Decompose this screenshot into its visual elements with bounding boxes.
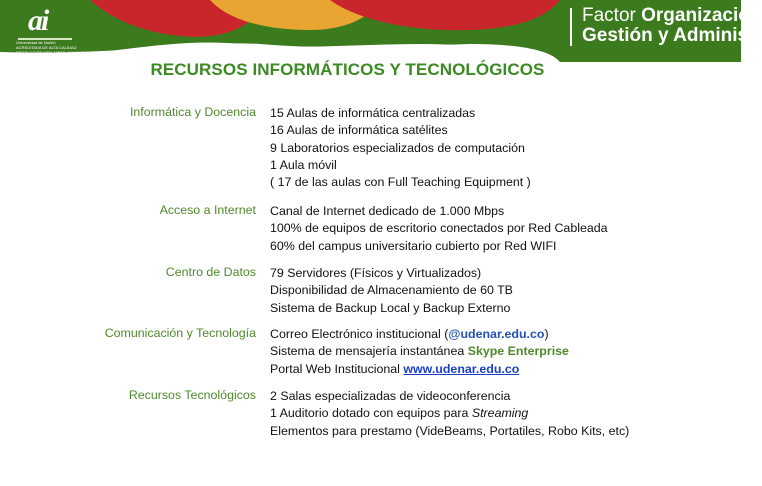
section-lines xyxy=(270,265,513,317)
list-item: 9 Laboratorios especializados de computación xyxy=(270,140,525,155)
email-domain: @udenar.edu.co xyxy=(448,327,545,341)
section-lines xyxy=(270,105,531,191)
list-item: 16 Aulas de informática satélites xyxy=(270,123,448,138)
logo-text-2: ACREDITADA DE ALTA CALIDAD xyxy=(16,45,77,50)
logo-text-3: RESOLUCIÓN MEN 10567 - MAYO 22 DE 2017 xyxy=(16,50,102,55)
list-item: 2 Salas especializadas de videoconferencia xyxy=(270,389,511,403)
list-item xyxy=(270,405,629,422)
list-item: 60% del campus universitario cubierto por Red WIFI xyxy=(270,238,557,253)
list-item: Elementos para prestamo (VideBeams, Portatiles, Robo Kits, etc) xyxy=(270,423,630,438)
factor-line-1 xyxy=(582,6,761,26)
factor-organizacion: Organización xyxy=(641,5,762,26)
email-close: ) xyxy=(544,327,549,341)
list-item: 100% de equipos de escritorio conectados por Red Cableada xyxy=(270,221,608,236)
section-label: Informática y Docencia xyxy=(129,105,256,119)
messaging-text: Sistema de mensajería instantánea xyxy=(270,344,468,359)
list-item xyxy=(270,343,569,360)
factor-divider xyxy=(570,8,572,46)
section-label: Acceso a Internet xyxy=(159,203,256,217)
header-banner xyxy=(0,0,762,62)
section-lines xyxy=(270,326,569,378)
factor-line-2 xyxy=(582,26,762,46)
section-lines xyxy=(270,388,629,440)
section-lines xyxy=(270,203,608,255)
list-item: ( 17 de las aulas con Full Teaching Equipment ) xyxy=(270,175,531,190)
portal-text: Portal Web Institucional xyxy=(270,361,404,376)
portal-link[interactable]: www.udenar.edu.co xyxy=(403,361,520,376)
logo-text-1: Universidad de Nariño xyxy=(16,40,56,45)
list-item: 1 Aula móvil xyxy=(270,157,337,172)
section-label: Recursos Tecnológicos xyxy=(128,388,256,402)
section-label: Comunicación y Tecnología xyxy=(104,326,256,340)
streaming-text: Streaming xyxy=(471,406,529,421)
email-text: Correo Electrónico institucional ( xyxy=(270,327,449,341)
list-item xyxy=(270,326,569,343)
list-item: Disponibilidad de Almacenamiento de 60 TB xyxy=(270,283,513,298)
skype-label: Skype Enterprise xyxy=(467,344,569,359)
factor-gestion: Gestión y Administr xyxy=(582,25,762,46)
university-logo xyxy=(12,4,102,55)
page-title xyxy=(0,60,741,80)
list-item: 15 Aulas de informática centralizadas xyxy=(270,106,476,120)
list-item: Sistema de Backup Local y Backup Externo xyxy=(270,300,511,315)
factor-prefix: Factor xyxy=(582,5,642,26)
page-title-text: RECURSOS INFORMÁTICOS Y TECNOLÓGICOS xyxy=(150,60,545,79)
list-item xyxy=(270,361,569,378)
list-item: 79 Servidores (Físicos y Virtualizados) xyxy=(270,266,482,280)
list-item: Canal de Internet dedicado de 1.000 Mbps xyxy=(270,204,505,218)
auditorio-text: 1 Auditorio dotado con equipos para xyxy=(270,406,472,421)
logo-mark: ai xyxy=(28,4,48,37)
section-label: Centro de Datos xyxy=(165,265,256,279)
